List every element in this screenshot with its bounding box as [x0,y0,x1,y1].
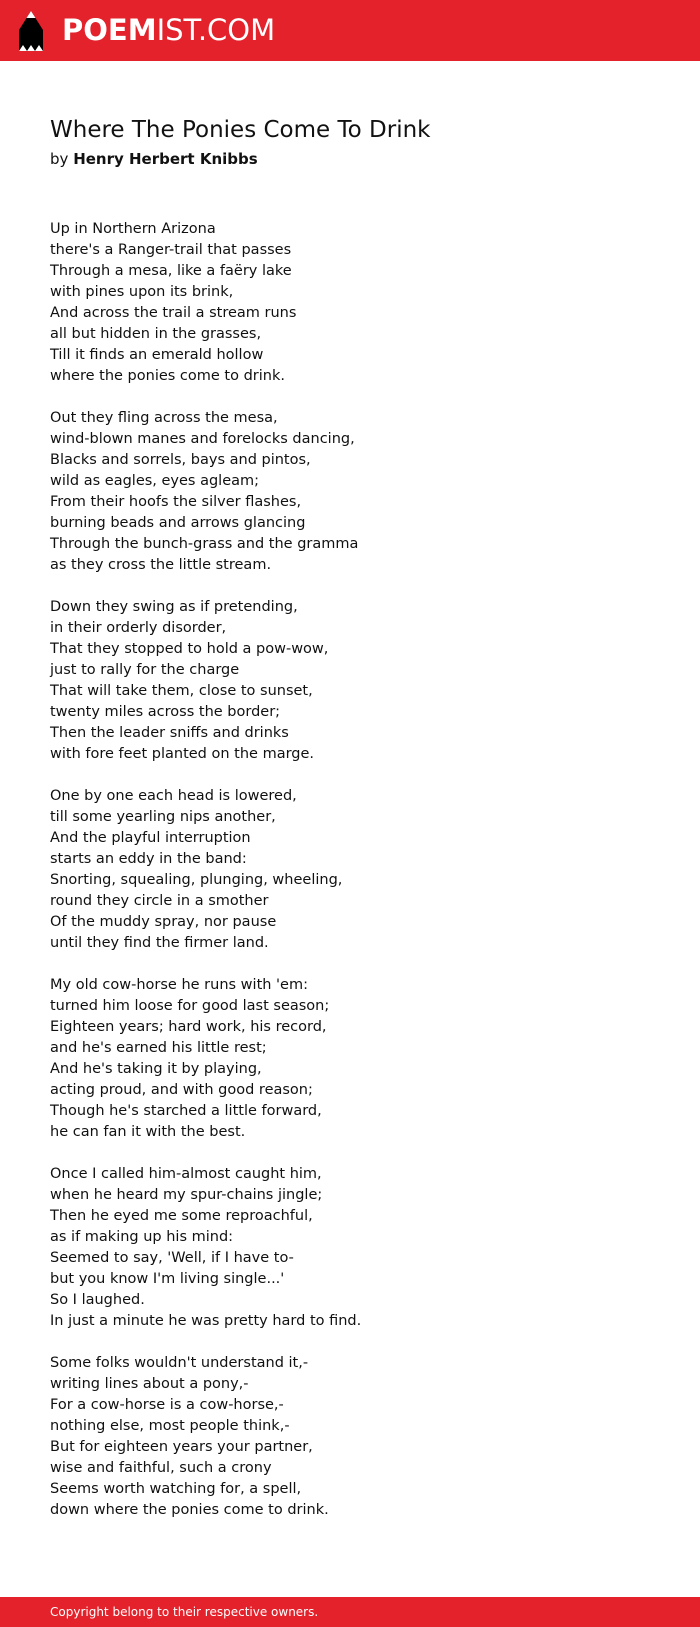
copyright-text: Copyright belong to their respective owners. [50,1605,319,1619]
poem-line: For a cow-horse is a cow-horse,- [50,1397,284,1413]
stanza [50,219,650,387]
poem-line: when he heard my spur-chains jingle; [50,1187,323,1203]
poem-line: until they find the firmer land. [50,935,269,951]
poem-line: And across the trail a stream runs [50,305,297,321]
poem-byline [50,147,258,171]
pencil-tip-icon[interactable] [18,10,44,52]
poem-line: And the playful interruption [50,830,251,846]
poem-line: where the ponies come to drink. [50,368,285,384]
poem-line: Seems worth watching for, a spell, [50,1481,302,1497]
poem-line: From their hoofs the silver flashes, [50,494,302,510]
poem-line: as they cross the little stream. [50,557,272,573]
poem-line: Of the muddy spray, nor pause [50,914,277,930]
poem-line: My old cow-horse he runs with 'em: [50,977,308,993]
poem-line: in their orderly disorder, [50,620,227,636]
logo-text-light: IST.COM [156,13,276,47]
site-footer [0,1597,700,1627]
poem-line: nothing else, most people think,- [50,1418,290,1434]
poem-line: So I laughed. [50,1292,145,1308]
poem-line: with pines upon its brink, [50,284,234,300]
poem-body [50,219,650,1542]
poem-line: twenty miles across the border; [50,704,281,720]
poem-line: Some folks wouldn't understand it,- [50,1355,309,1371]
poem-line: burning beads and arrows glancing [50,515,306,531]
poem-line: Once I called him-almost caught him, [50,1166,322,1182]
poem-line: Up in Northern Arizona [50,221,216,237]
poem-line: In just a minute he was pretty hard to find. [50,1313,362,1329]
poem-line: Blacks and sorrels, bays and pintos, [50,452,311,468]
site-header [0,0,700,61]
poem-line: Then he eyed me some reproachful, [50,1208,313,1224]
poem-line: wild as eagles, eyes agleam; [50,473,260,489]
poem-line: and he's earned his little rest; [50,1040,267,1056]
poem-line: there's a Ranger-trail that passes [50,242,292,258]
poem-line: Out they fling across the mesa, [50,410,278,426]
logo-text-bold: POEM [62,13,157,47]
poem-line: round they circle in a smother [50,893,269,909]
stanza [50,597,650,765]
poem-line: That they stopped to hold a pow-wow, [50,641,329,657]
poem-line: Then the leader sniffs and drinks [50,725,289,741]
poem-line: starts an eddy in the band: [50,851,247,867]
poem-line: One by one each head is lowered, [50,788,297,804]
poem-line: Snorting, squealing, plunging, wheeling, [50,872,343,888]
author-link[interactable]: Henry Herbert Knibbs [73,150,258,168]
poem-line: with fore feet planted on the marge. [50,746,315,762]
poem-line: Eighteen years; hard work, his record, [50,1019,327,1035]
poem-line: till some yearling nips another, [50,809,276,825]
poem-line: down where the ponies come to drink. [50,1502,329,1518]
poem-line: writing lines about a pony,- [50,1376,249,1392]
stanza [50,408,650,576]
poem-line: he can fan it with the best. [50,1124,246,1140]
site-logo-link[interactable] [62,12,275,48]
poem-line: Through a mesa, like a faëry lake [50,263,292,279]
poem-title: Where The Ponies Come To Drink [50,117,431,143]
poem-line: acting proud, and with good reason; [50,1082,313,1098]
poem-line: turned him loose for good last season; [50,998,330,1014]
stanza [50,786,650,954]
poem-line: That will take them, close to sunset, [50,683,313,699]
poem-line: wise and faithful, such a crony [50,1460,272,1476]
poem-line: Through the bunch-grass and the gramma [50,536,359,552]
stanza [50,975,650,1143]
stanza [50,1353,650,1521]
poem-line: just to rally for the charge [50,662,240,678]
poem-line: wind-blown manes and forelocks dancing, [50,431,355,447]
poem-line: And he's taking it by playing, [50,1061,262,1077]
poem-line: Seemed to say, 'Well, if I have to- [50,1250,294,1266]
poem-line: all but hidden in the grasses, [50,326,262,342]
poem-line: but you know I'm living single...' [50,1271,285,1287]
stanza [50,1164,650,1332]
poem-line: Till it finds an emerald hollow [50,347,264,363]
poem-line: as if making up his mind: [50,1229,234,1245]
poem-line: But for eighteen years your partner, [50,1439,313,1455]
poem-line: Down they swing as if pretending, [50,599,298,615]
by-label: by [50,150,69,168]
poem-line: Though he's starched a little forward, [50,1103,322,1119]
